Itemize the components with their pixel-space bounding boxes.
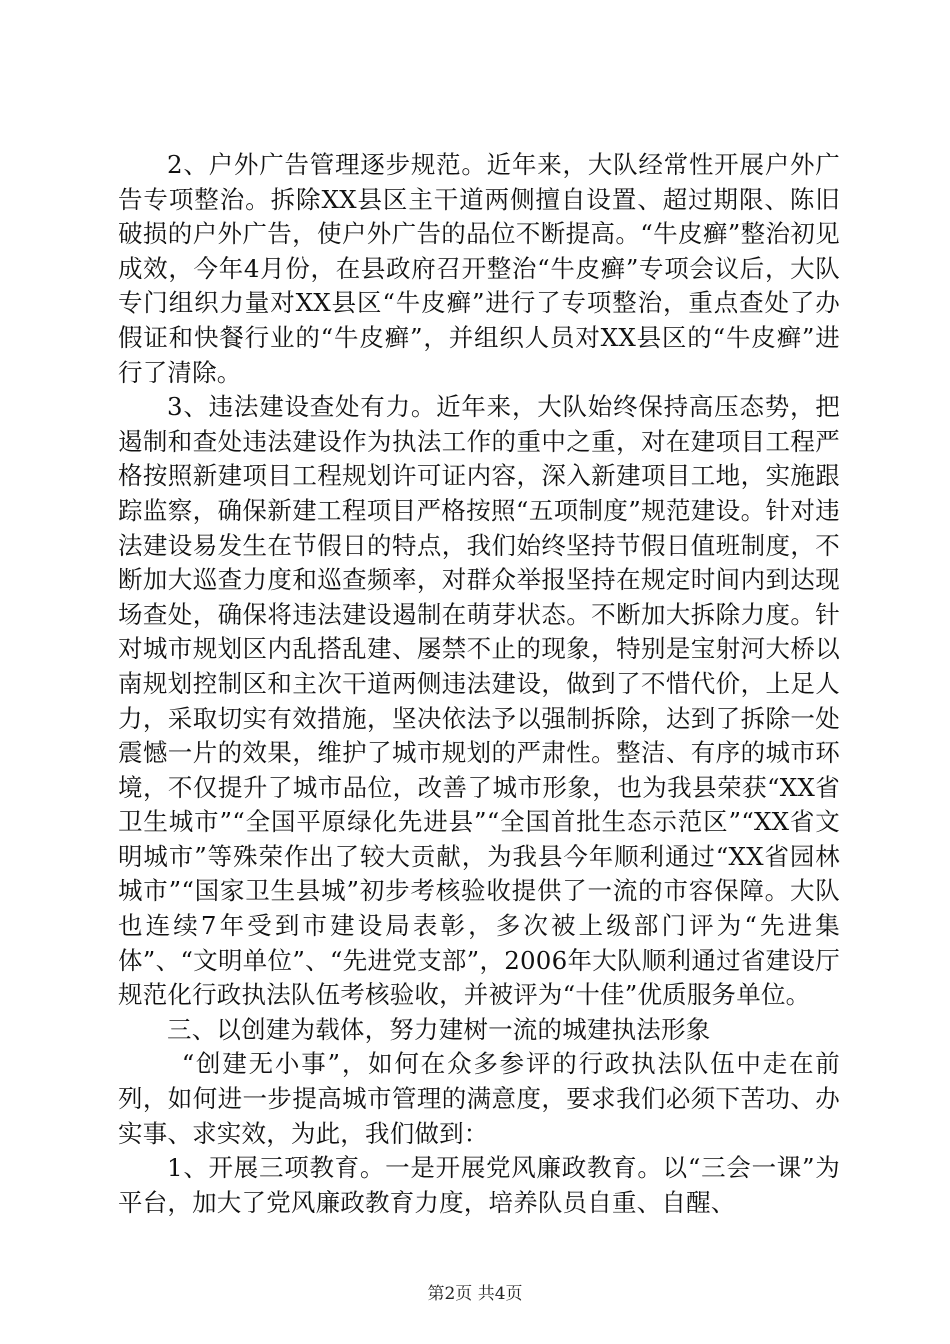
paragraph-creation: “创建无小事”，如何在众多参评的行政执法队伍中走在前列，如何进一步提高城市管理的满意度，要求我们必须下苦功、办实事、求实效，为此，我们做到： [118,1049,840,1148]
paragraph-three-educations: 1、开展三项教育。一是开展党风廉政教育。以“三会一课”为平台，加大了党风廉政教育力度，培养队员自重、自醒、 [118,1153,840,1217]
page-footer: 第2页 共4页 [427,1284,523,1304]
paragraph-outdoor-advertising: 2、户外广告管理逐步规范。近年来，大队经常性开展户外广告专项整治。拆除XX县区主干道两侧擅自设置、超过期限、陈旧破损的户外广告，使户外广告的品位不断提高。“牛皮癣”整治初见成效，今年4月份，在县政府召开整治“牛皮癣”专项会议后，大队专门组织力量对XX县区“牛皮癣”进行了专项整治，重点查处了办假证和快餐行业的“牛皮癣”，并组织人员对XX县区的“牛皮癣”进行了清除。 [118,150,840,387]
paragraph-illegal-construction: 3、违法建设查处有力。近年来，大队始终保持高压态势，把遏制和查处违法建设作为执法工作的重中之重，对在建项目工程严格按照新建项目工程规划许可证内容，深入新建项目工地，实施跟踪监察，确保新建工程项目严格按照“五项制度”规范建设。针对违法建设易发生在节假日的特点，我们始终坚持节假日值班制度，不断加大巡查力度和巡查频率，对群众举报坚持在规定时间内到达现场查处，确保将违法建设遏制在萌芽状态。不断加大拆除力度。针对城市规划区内乱搭乱建、屡禁不止的现象，特别是宝射河大桥以南规划控制区和主次干道两侧违法建设，做到了不惜代价，上足人力，采取切实有效措施，坚决依法予以强制拆除，达到了拆除一处震憾一片的效果，维护了城市规划的严肃性。整洁、有序的城市环境，不仅提升了城市品位，改善了城市形象，也为我县荣获“XX省卫生城市”“全国平原绿化先进县”“全国首批生态示范区”“XX省文明城市”等殊荣作出了较大贡献，为我县今年顺利通过“XX省园林城市”“国家卫生县城”初步考核验收提供了一流的市容保障。大队也连续7年受到市建设局表彰，多次被上级部门评为“先进集体”、“文明单位”、“先进党支部”，2006年大队顺利通过省建设厅规范化行政执法队伍考核验收，并被评为“十佳”优质服务单位。 [118,392,840,1010]
document-body [118,148,840,1220]
section-heading-three: 三、以创建为载体，努力建树一流的城建执法形象 [167,1014,711,1044]
